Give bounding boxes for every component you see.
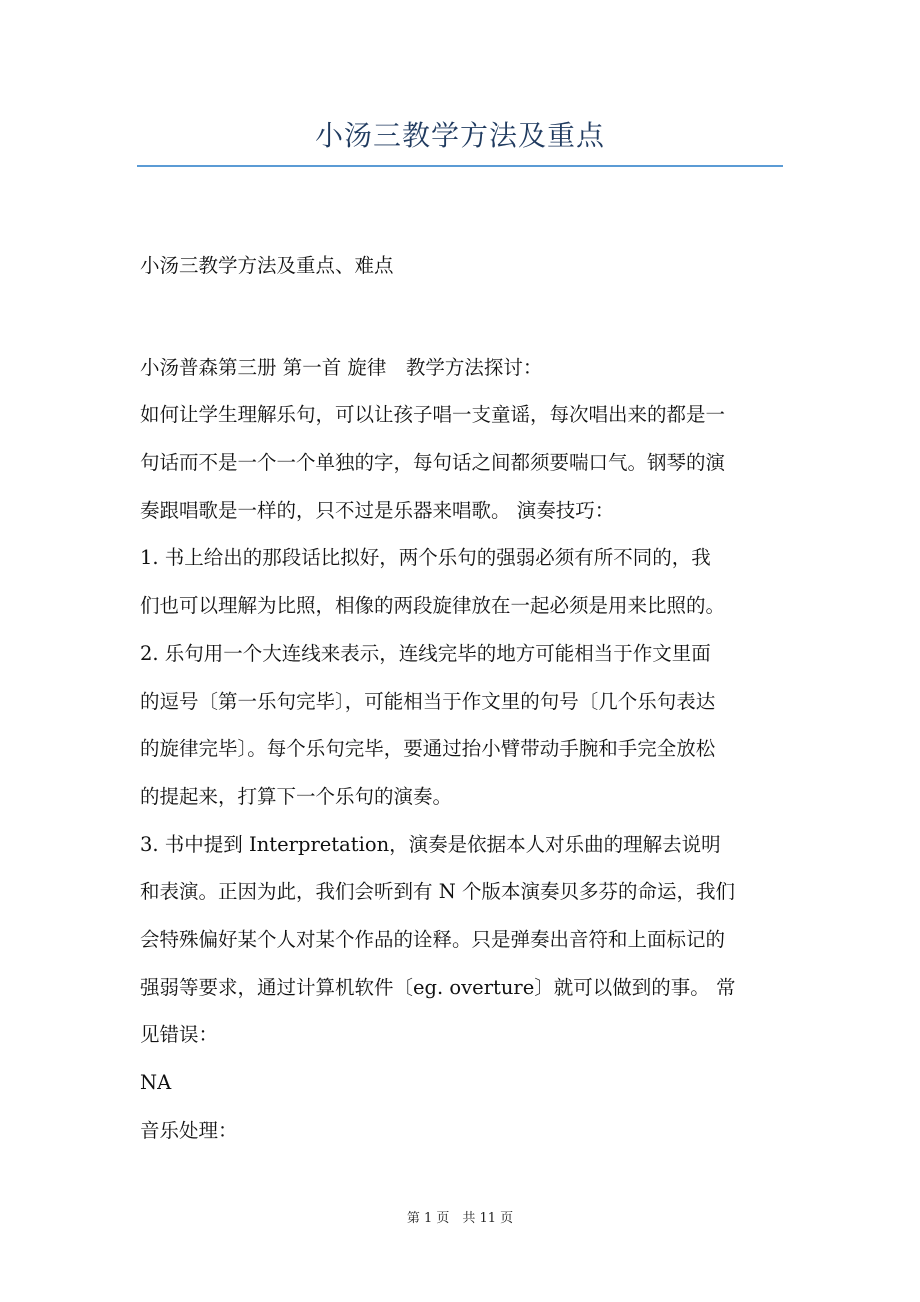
title-divider — [137, 165, 783, 167]
text-line: 见错误： — [140, 1023, 219, 1047]
text-line: 和表演。正因为此，我们会听到有 N 个版本演奏贝多芬的命运，我们 — [140, 880, 735, 904]
text-line: 1. 书上给出的那段话比拟好，两个乐句的强弱必须有所不同的，我 — [140, 546, 711, 570]
paragraph-lines — [140, 352, 790, 1163]
text-line: 句话而不是一个一个单独的字，每句话之间都须要喘口气。钢琴的演 — [140, 451, 726, 475]
text-line: 小汤普森第三册 第一首 旋律 教学方法探讨： — [140, 355, 543, 379]
document-title: 小汤三教学方法及重点 — [314, 119, 605, 152]
text-line: 如何让学生理解乐句，可以让孩子唱一支童谣，每次唱出来的都是一 — [140, 403, 726, 427]
text-line: 的逗号〔第一乐句完毕〕，可能相当于作文里的句号〔几个乐句表达 — [140, 689, 716, 713]
text-line: 2. 乐句用一个大连线来表示，连线完毕的地方可能相当于作文里面 — [140, 641, 711, 665]
document-body — [140, 250, 790, 1162]
text-line: 们也可以理解为比照，相像的两段旋律放在一起必须是用来比照的。 — [140, 594, 726, 618]
text-line: 会特殊偏好某个人对某个作品的诠释。只是弹奏出音符和上面标记的 — [140, 927, 726, 951]
text-line: 奏跟唱歌是一样的，只不过是乐器来唱歌。 演奏技巧： — [140, 498, 615, 522]
text-line: 音乐处理： — [140, 1118, 238, 1142]
page-number: 第 1 页 共 11 页 — [406, 1211, 514, 1226]
spacer — [140, 298, 790, 352]
subtitle: 小汤三教学方法及重点、难点 — [140, 254, 394, 277]
text-line: 强弱等要求，通过计算机软件〔eg. overture〕就可以做到的事。 常 — [140, 975, 736, 999]
text-line: 的提起来，打算下一个乐句的演奏。 — [140, 784, 453, 808]
text-line: 的旋律完毕〕。每个乐句完毕，要通过抬小臂带动手腕和手完全放松 — [140, 737, 716, 761]
text-line: NA — [140, 1071, 172, 1094]
text-line: 3. 书中提到 Interpretation，演奏是依据本人对乐曲的理解去说明 — [140, 832, 721, 856]
